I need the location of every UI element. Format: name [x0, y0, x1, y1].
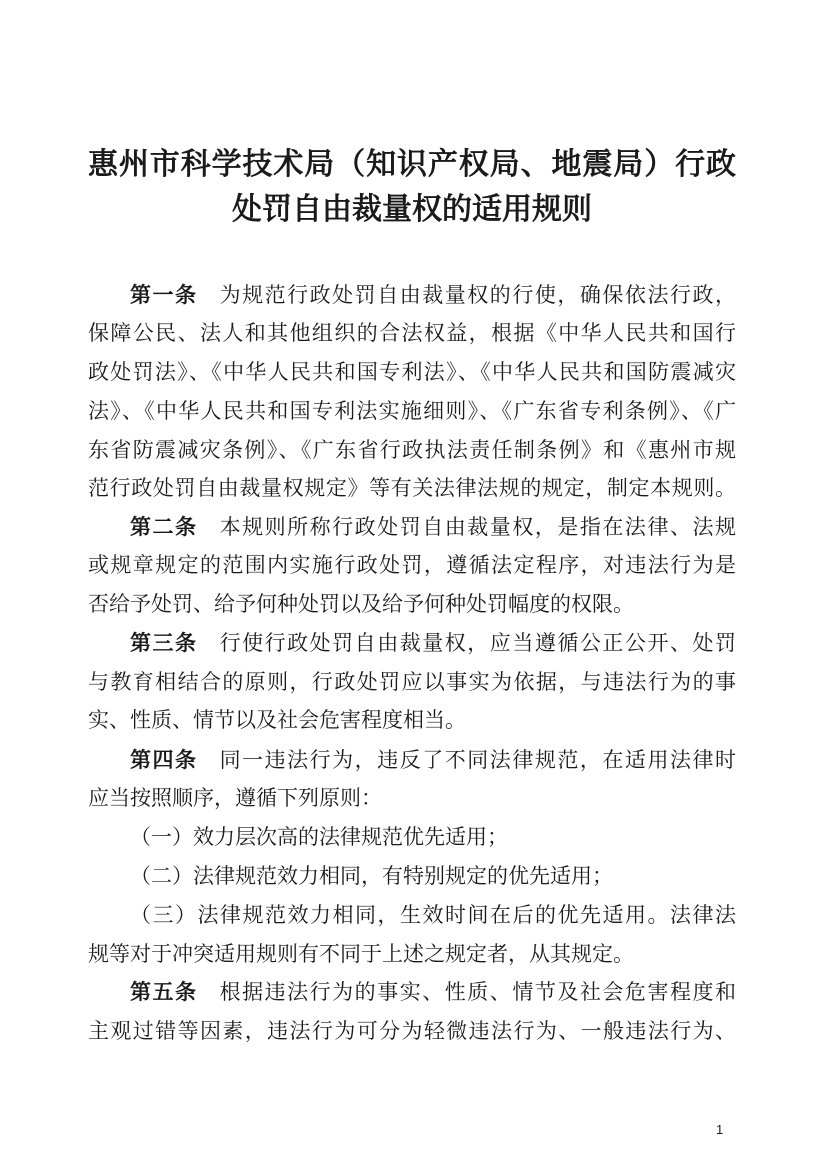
article-heading: 第二条 — [130, 514, 198, 539]
paragraph-line: 法》、《中华人民共和国专利法实施细则》、《广东省专利条例》、《广 — [88, 399, 736, 423]
paragraph-line: 与教育相结合的原则，行政处罚应以事实为依据，与违法行为的事 — [88, 670, 736, 694]
paragraph-line: 第二条 本规则所称行政处罚自由裁量权，是指在法律、法规 — [130, 514, 737, 539]
article-heading: 第一条 — [130, 282, 198, 307]
article-heading: 第五条 — [130, 979, 198, 1004]
paragraph-line: 第一条 为规范行政处罚自由裁量权的行使，确保依法行政， — [130, 282, 737, 307]
list-item: （一）效力层次高的法律规范优先适用； — [130, 825, 508, 849]
page-number: 1 — [716, 1122, 724, 1137]
paragraph-line: 范行政处罚自由裁量权规定》等有关法律法规的规定，制定本规则。 — [88, 476, 736, 500]
paragraph-line: 第五条 根据违法行为的事实、性质、情节及社会危害程度和 — [130, 979, 737, 1004]
article-heading: 第三条 — [130, 630, 198, 655]
list-item: （二）法律规范效力相同，有特别规定的优先适用； — [130, 864, 613, 888]
paragraph-line: 规等对于冲突适用规则有不同于上述之规定者，从其规定。 — [88, 942, 634, 966]
paragraph-line: 主观过错等因素，违法行为可分为轻微违法行为、一般违法行为、 — [88, 1019, 736, 1043]
paragraph-line: 东省防震减灾条例》、《广东省行政执法责任制条例》和《惠州市规 — [88, 438, 736, 462]
article-heading: 第四条 — [130, 747, 198, 772]
paragraph-line: 或规章规定的范围内实施行政处罚，遵循法定程序，对违法行为是 — [88, 553, 736, 577]
paragraph-line: 政处罚法》、《中华人民共和国专利法》、《中华人民共和国防震减灾 — [88, 360, 736, 384]
paragraph-line: 第四条 同一违法行为，违反了不同法律规范，在适用法律时 — [130, 747, 737, 772]
paragraph-line: 实、性质、情节以及社会危害程度相当。 — [88, 708, 466, 732]
list-item: （三）法律规范效力相同，生效时间在后的优先适用。法律法 — [130, 903, 736, 927]
title-line-2: 处罚自由裁量权的适用规则 — [232, 192, 592, 227]
paragraph-line: 应当按照顺序，遵循下列原则： — [88, 786, 382, 810]
paragraph-line: 否给予处罚、给予何种处罚以及给予何种处罚幅度的权限。 — [88, 592, 634, 616]
title-line-1: 惠州市科学技术局（知识产权局、地震局）行政 — [88, 147, 736, 182]
paragraph-line: 保障公民、法人和其他组织的合法权益，根据《中华人民共和国行 — [88, 321, 736, 345]
paragraph-line: 第三条 行使行政处罚自由裁量权，应当遵循公正公开、处罚 — [130, 630, 737, 655]
